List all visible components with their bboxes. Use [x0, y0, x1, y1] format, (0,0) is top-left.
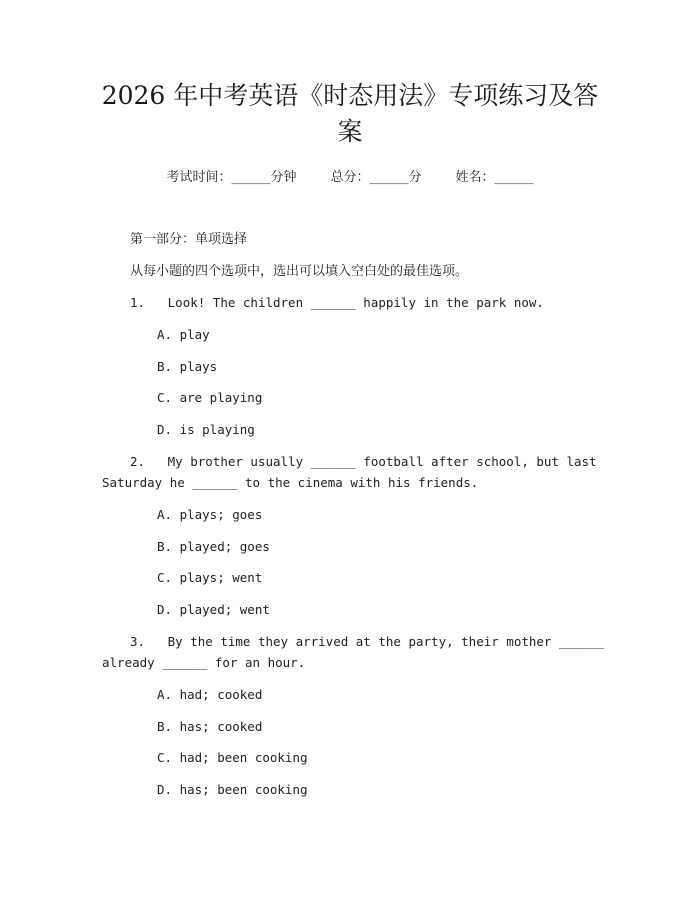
question-number: 2.: [130, 454, 146, 469]
question-1: [130, 292, 544, 313]
question-text-line1: My brother usually ______ football after school, but last: [167, 454, 597, 469]
question-text: Look! The children ______ happily in the park now.: [167, 295, 544, 310]
option-1a: A. play: [157, 327, 210, 342]
option-1b: B. plays: [157, 359, 218, 374]
option-3b: B. has; cooked: [157, 719, 263, 734]
question-2: [130, 451, 597, 472]
question-2-line2: Saturday he ______ to the cinema with his friends.: [102, 475, 479, 490]
option-1d: D. is playing: [157, 422, 255, 437]
option-3c: C. had; been cooking: [157, 750, 308, 765]
option-3a: A. had; cooked: [157, 687, 263, 702]
section-title: 第一部分：单项选择: [130, 232, 248, 247]
option-3d: D. has; been cooking: [157, 782, 308, 797]
option-2d: D. played; went: [157, 602, 270, 617]
question-3-line2: already ______ for an hour.: [102, 655, 306, 670]
document-title: 2026 年中考英语《时态用法》专项练习及答案: [101, 81, 599, 146]
question-number: 1.: [130, 295, 146, 310]
option-2c: C. plays; went: [157, 570, 263, 585]
option-2a: A. plays; goes: [157, 507, 263, 522]
total-score-field: 总分：______分: [330, 170, 422, 185]
exam-meta: [0, 168, 700, 188]
question-text-line1: By the time they arrived at the party, their mother ______: [167, 634, 605, 649]
question-3: [130, 631, 604, 652]
exam-time-field: 考试时间：______分钟: [166, 170, 297, 185]
question-number: 3.: [130, 634, 146, 649]
option-1c: C. are playing: [157, 390, 263, 405]
section-instruction: 从每小题的四个选项中，选出可以填入空白处的最佳选项。: [130, 264, 469, 279]
option-2b: B. played; goes: [157, 539, 270, 554]
student-name-field: 姓名：______: [455, 170, 534, 185]
